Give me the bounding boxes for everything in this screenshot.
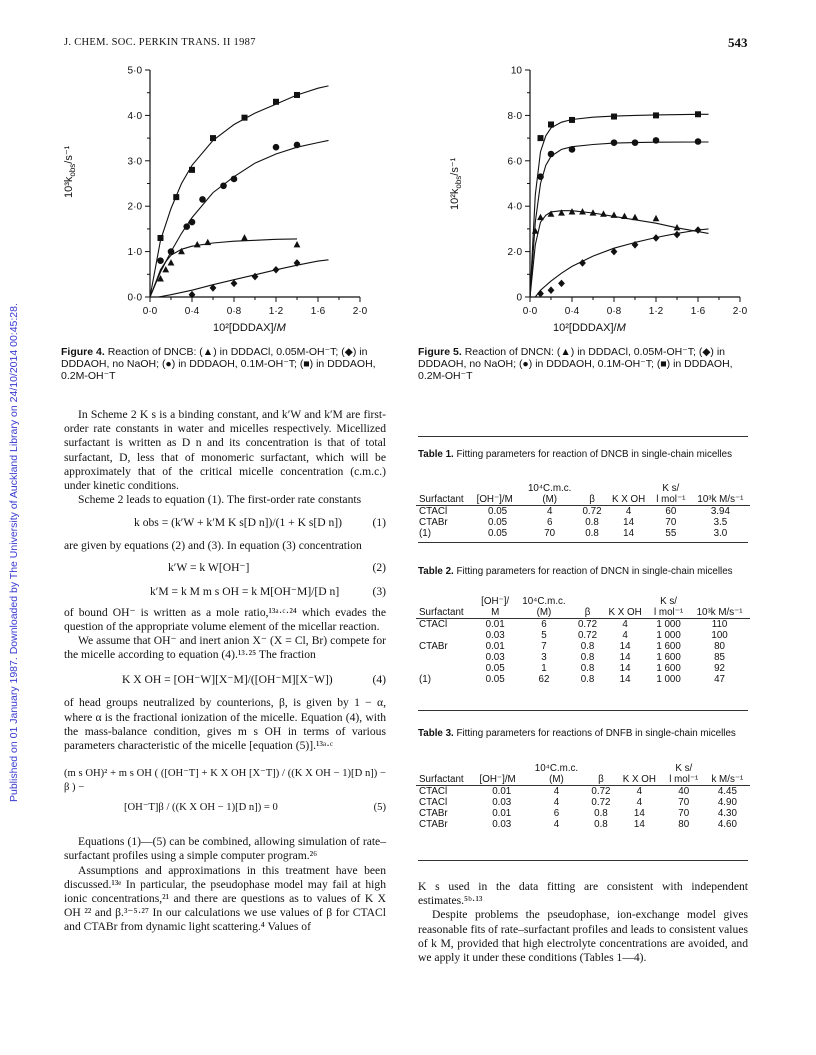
- page-number: 543: [728, 35, 748, 50]
- table2-cell: 62: [538, 674, 550, 685]
- table1-cell: 6: [546, 517, 553, 528]
- paragraph-7: Equations (1)—(5) can be combined, allowing simulation of rate–surfactant profiles using a simple computer program.²⁶: [64, 835, 386, 863]
- table2-caption-text: Fitting parameters for reaction of DNCN in single-chain micelles: [456, 566, 733, 577]
- equation-3: [64, 582, 386, 606]
- equation-3-body: k′M = k M m s OH = k M[OH⁻M]/[D n]: [150, 584, 340, 598]
- running-header: J. CHEM. SOC. PERKIN TRANS. II 1987: [64, 37, 256, 48]
- x-tick-label: 2·0: [732, 306, 748, 317]
- square-point: [538, 135, 544, 141]
- table2-cell: 0.01: [485, 619, 505, 630]
- y-tick-label: 4·0: [127, 110, 142, 122]
- table3-cell: 0.01: [492, 808, 512, 819]
- table3-caption-text: Fitting parameters for reactions of DNFB in single-chain micelles: [456, 728, 736, 739]
- table3-h2-c5: l mol⁻¹: [669, 774, 699, 785]
- figure4-chart: [80, 55, 380, 340]
- table3-head2: [416, 774, 750, 786]
- triangle-point: [204, 239, 211, 245]
- table3-h1-c1: [477, 763, 527, 774]
- table2-cell: 1 000: [656, 674, 681, 685]
- table3-h2-c6: k M/s⁻¹: [711, 774, 744, 785]
- figure5-xlabel: 10²[DDDAX]/M: [553, 322, 626, 334]
- y-tick-label: 5·0: [127, 65, 142, 77]
- table1-row: [416, 517, 750, 528]
- table2-h1-c6: [689, 596, 750, 607]
- table3-row: [416, 797, 750, 808]
- right-paragraph-1: K s used in the data fitting are consistent with independent estimates.⁵ᵇ·¹³: [418, 880, 748, 908]
- table2-cell: 1 000: [656, 619, 681, 630]
- table1-caption: [418, 449, 748, 461]
- table2-h1-c2: 10⁴C.m.c.: [522, 596, 566, 607]
- table3-h1-c4: [616, 763, 663, 774]
- triangle-point: [600, 210, 607, 216]
- x-tick-label: 2·0: [352, 306, 368, 317]
- y-tick-label: 3·0: [127, 156, 142, 168]
- table3-cell: 80: [678, 819, 690, 830]
- table3-cell: CTABr: [419, 808, 448, 819]
- table2-cell: 0.8: [580, 663, 595, 674]
- table2-cell: 4: [622, 619, 628, 630]
- table2-cell: 0.03: [485, 652, 505, 663]
- table1: [416, 483, 750, 539]
- table2-cell: [416, 652, 475, 663]
- diamond-point: [273, 266, 280, 274]
- table2-h2-c3: β: [584, 607, 591, 618]
- table2-cell: 110: [711, 619, 728, 630]
- figure4-xlabel: 10²[DDDAX]/M: [213, 322, 286, 334]
- y-tick-label: 2·0: [507, 247, 522, 259]
- equation-2-number: (2): [372, 560, 386, 574]
- table3-row: [416, 786, 750, 798]
- table1-head2: [416, 494, 750, 506]
- table2-cell: 1 600: [656, 663, 681, 674]
- circle-point: [273, 144, 280, 151]
- table2-cell: 6: [541, 619, 547, 630]
- table2-cell: [416, 630, 475, 641]
- y-tick-label: 0: [516, 292, 522, 304]
- table2-h2-c6: 10³k M/s⁻¹: [696, 607, 743, 618]
- table2-cell: 1 600: [656, 641, 681, 652]
- table3-h1-c3: [586, 763, 616, 774]
- equation-1: [64, 513, 386, 539]
- table3-cell: 14: [633, 808, 645, 819]
- circle-point: [632, 139, 639, 146]
- table3-cell: 0.8: [594, 808, 608, 819]
- table3-cell: 6: [553, 808, 560, 819]
- square-point: [242, 115, 248, 121]
- table3-h1-c5: K s/: [675, 763, 693, 774]
- table2-caption: [418, 566, 748, 578]
- table2-h1-c0: [416, 596, 475, 607]
- circle-point: [157, 257, 164, 264]
- table2-h2-c4: K X OH: [608, 607, 642, 618]
- circle-point: [199, 196, 206, 203]
- circle-point: [231, 176, 238, 183]
- table3-cell: 4: [636, 797, 643, 808]
- equation-1-number: (1): [372, 516, 386, 530]
- x-tick-label: 0·8: [226, 306, 242, 317]
- table2-cell: 85: [714, 652, 726, 663]
- square-point: [210, 135, 216, 141]
- table1-row: [416, 528, 750, 539]
- circle-point: [189, 219, 196, 226]
- table2-cell: (1): [419, 674, 431, 685]
- table1-cell: 55: [665, 528, 677, 539]
- equation-4: [64, 668, 386, 696]
- table3-caption: [418, 728, 748, 740]
- table2-h1-c5: K s/: [660, 596, 678, 607]
- table1-bottom-rule: [418, 542, 748, 543]
- triangle-point: [532, 227, 539, 233]
- y-tick-label: 4·0: [507, 201, 522, 213]
- paragraph-2: Scheme 2 leads to equation (1). The first-order rate constants: [78, 493, 362, 507]
- y-tick-label: 8·0: [507, 110, 522, 122]
- table1-h1-c4: [606, 483, 651, 494]
- table2-row: [416, 619, 750, 631]
- table2-cell: 3: [541, 652, 547, 663]
- x-tick-label: 0·0: [142, 306, 158, 317]
- table3-h2-c2: (M): [549, 774, 564, 785]
- table3-row: [416, 819, 750, 830]
- table3-h1-c2: 10⁴C.m.c.: [534, 763, 579, 774]
- y-tick-label: 10: [510, 65, 522, 77]
- table2-row: [416, 652, 750, 663]
- table1-cell: 4: [625, 506, 632, 517]
- paragraph-8: Assumptions and approximations in this treatment have been discussed.¹³ᵉ In particular, the pseudophase model may fail at high ionic concentrations,²¹ and there are questions as to values of K X OH ²² and β.³⁻⁵·²⁷ In our calculations we use values of β for CTACl and CTABr from dynamic light scattering.⁴ Values of: [64, 863, 386, 934]
- table1-h2-c3: β: [589, 494, 595, 505]
- table2-h1-c1: [OH⁻]/: [481, 596, 510, 607]
- table2-cell: 47: [714, 674, 726, 685]
- circle-point: [220, 182, 227, 189]
- circle-point: [569, 146, 576, 153]
- equation-4-number: (4): [372, 673, 386, 687]
- equation-2: [64, 558, 386, 582]
- square-point: [173, 194, 179, 200]
- table2-cell: 14: [619, 652, 631, 663]
- circle-point: [537, 173, 544, 180]
- table2-cell: 1: [541, 663, 547, 674]
- table1-top-rule: [418, 436, 748, 437]
- equation-5-line1: (m s OH)² + m s OH ( ([OH⁻T] + K X OH [X⁻T]) / ((K X OH − 1)[D n]) − β ) −: [64, 768, 386, 794]
- table1-h2-c6: 10³k M/s⁻¹: [697, 494, 744, 505]
- square-point: [548, 121, 554, 127]
- x-tick-label: 1·2: [648, 306, 664, 317]
- circle-point: [548, 151, 555, 158]
- figure4-caption: [61, 346, 386, 382]
- table2-head2: [416, 607, 750, 619]
- table1-cell: CTABr: [419, 517, 448, 528]
- right-paragraph-2: Despite problems the pseudophase, ion-exchange model gives reasonable fits of rate–surfactant profiles and leads to consistent values of k M, provided that high electrolyte concentrations are avoided, and we apply it under these conditions (Tables 1—4).: [418, 908, 748, 965]
- equation-1-body: k obs = (k′W + k′M K s[D n])/(1 + K s[D n]): [134, 516, 343, 530]
- table3-cell: CTACl: [419, 786, 448, 797]
- table2-cell: 14: [619, 674, 631, 685]
- paragraph-4: of bound OH⁻ is written as a mole ratio,¹³ᵃ·ᶜ·²⁴ which evades the question of the appropriate volume element of the micellar reaction.: [64, 605, 386, 633]
- table2-cell: 0.03: [485, 630, 505, 641]
- table3-cell: 70: [678, 797, 690, 808]
- paragraph-3: are given by equations (2) and (3). In equation (3) concentration: [64, 539, 362, 553]
- table2-h1-c4: [602, 596, 648, 607]
- table1-cell: 70: [665, 517, 677, 528]
- equation-5: [64, 759, 386, 835]
- table2-cell: CTACl: [419, 619, 448, 630]
- figure5-ylabel: $10^2k_{obs}/s^{-1}$: [449, 157, 464, 210]
- figure4-caption-text: Reaction of DNCB: (▲) in DDDACl, 0.05M-OH⁻T; (◆) in DDDAOH, no NaOH; (●) in DDDAOH, 0.1M-OH⁻T; (■) in DDDAOH, 0.2M-OH⁻T: [61, 346, 376, 382]
- table1-h2-c1: [OH⁻]/M: [476, 494, 513, 505]
- table3-h2-c0: Surfactant: [419, 774, 464, 785]
- table3-cell: 4.60: [717, 819, 737, 830]
- table1-h1-c1: [474, 483, 522, 494]
- square-point: [158, 235, 164, 241]
- table1-cell: 3.5: [713, 517, 728, 528]
- table3-label: Table 3.: [418, 728, 454, 739]
- table3-cell: 40: [678, 786, 690, 797]
- table2-cell: 92: [714, 663, 726, 674]
- table2-row: [416, 630, 750, 641]
- table2-cell: 0.8: [580, 641, 595, 652]
- triangle-point: [537, 214, 544, 220]
- table2-row: [416, 641, 750, 652]
- table2: [416, 596, 750, 685]
- triangle-fit-line: [530, 211, 709, 297]
- table2-h2-c1: M: [491, 607, 500, 618]
- square-point: [653, 112, 659, 118]
- table2-cell: 4: [622, 630, 628, 641]
- table1-cell: CTACl: [419, 506, 448, 517]
- y-tick-label: 1·0: [127, 247, 142, 259]
- table2-cell: 5: [541, 630, 547, 641]
- diamond-point: [695, 226, 702, 234]
- x-tick-label: 1·2: [268, 306, 284, 317]
- equation-2-body: k′W = k W[OH⁻]: [168, 560, 250, 574]
- figure4-caption-label: Figure 4.: [61, 346, 105, 358]
- table1-cell: 4: [546, 506, 553, 517]
- table2-row: [416, 663, 750, 674]
- y-tick-label: 2·0: [127, 201, 142, 213]
- table1-row: [416, 506, 750, 518]
- triangle-point: [632, 214, 639, 220]
- table2-h2-c0: Surfactant: [419, 607, 464, 618]
- table1-cell: 70: [544, 528, 556, 539]
- table1-cell: 14: [623, 528, 635, 539]
- table3-head1: [416, 763, 750, 774]
- table3-cell: 4.30: [717, 808, 737, 819]
- table2-cell: 0.05: [485, 674, 505, 685]
- download-note: Published on 01 January 1987. Downloaded by The University of Auckland Library on 24/10/2014 00:45:28.: [8, 303, 20, 802]
- equation-3-number: (3): [372, 584, 386, 598]
- table2-cell: 100: [711, 630, 728, 641]
- figure5-chart: [460, 55, 760, 340]
- table3-h1-c0: [416, 763, 477, 774]
- x-tick-label: 0·4: [184, 306, 200, 317]
- figure5-caption-text: Reaction of DNCN: (▲) in DDDACl, 0.05M-OH⁻T; (◆) in DDDAOH, no NaOH; (●) in DDDAOH, 0.1M-OH⁻T; (■) in DDDAOH, 0.2M-OH⁻T: [418, 346, 733, 382]
- table2-cell: 0.72: [577, 619, 598, 630]
- table2-bottom-rule: [418, 710, 748, 711]
- table1-cell: (1): [419, 528, 431, 539]
- table1-head1: [416, 483, 750, 494]
- triangle-point: [241, 234, 248, 240]
- triangle-point: [194, 241, 201, 247]
- circle-point: [183, 223, 190, 230]
- equation-5-number: (5): [373, 802, 386, 814]
- table3-cell: 4.90: [717, 797, 737, 808]
- table1-label: Table 1.: [418, 449, 454, 460]
- table3-cell: 0.01: [492, 786, 512, 797]
- table1-h2-c4: K X OH: [611, 494, 646, 505]
- equation-4-body: K X OH = [OH⁻W][X⁻M]/([OH⁻M][X⁻W]): [122, 673, 333, 687]
- table1-cell: 60: [665, 506, 677, 517]
- table3-cell: 0.72: [591, 797, 611, 808]
- y-tick-label: 6·0: [507, 156, 522, 168]
- diamond-point: [548, 286, 555, 294]
- table3-cell: 4.45: [717, 786, 737, 797]
- square-point: [569, 117, 575, 123]
- table3-h2-c3: β: [598, 774, 604, 785]
- table1-cell: 0.8: [585, 528, 599, 539]
- table2-label: Table 2.: [418, 566, 454, 577]
- diamond-point: [674, 231, 681, 239]
- table3: [416, 763, 750, 830]
- table3-cell: 0.72: [591, 786, 611, 797]
- table1-h1-c3: [578, 483, 607, 494]
- table2-h2-c2: (M): [536, 607, 552, 618]
- table2-cell: [416, 663, 475, 674]
- figure5-caption-label: Figure 5.: [418, 346, 462, 358]
- triangle-point: [653, 215, 660, 221]
- table3-cell: 0.03: [492, 797, 512, 808]
- table1-cell: 0.72: [582, 506, 602, 517]
- diamond-point: [537, 290, 544, 298]
- table1-h2-c2: (M): [542, 494, 558, 505]
- table2-cell: 14: [619, 663, 631, 674]
- table3-cell: 4: [636, 786, 643, 797]
- table2-cell: 0.72: [577, 630, 598, 641]
- table2-head1: [416, 596, 750, 607]
- diamond-fit-line: [158, 260, 328, 297]
- table3-cell: 4: [553, 819, 560, 830]
- table1-caption-text: Fitting parameters for reaction of DNCB in single-chain micelles: [456, 449, 733, 460]
- triangle-point: [168, 259, 175, 265]
- table1-cell: 3.94: [710, 506, 730, 517]
- table1-h2-c5: l mol⁻¹: [656, 494, 686, 505]
- table1-h2-c0: Surfactant: [419, 494, 464, 505]
- circle-fit-line: [530, 142, 709, 297]
- table1-cell: 0.05: [488, 506, 508, 517]
- figure5-caption: [418, 346, 748, 382]
- table2-cell: 80: [714, 641, 726, 652]
- table1-h1-c5: K s/: [662, 483, 680, 494]
- paragraph-1: In Scheme 2 K s is a binding constant, and k′W and k′M are first-order rate constants in water and micelles respectively. Micellized surfactant is written as D n and its concentration is that of total surfactant, D, less that of monomeric surfactant, which will be approximately that of the critical micelle concentration (c.m.c.) under kinetic conditions.: [64, 408, 386, 493]
- table2-h1-c3: [573, 596, 602, 607]
- x-tick-label: 0·8: [606, 306, 622, 317]
- table3-cell: CTACl: [419, 797, 448, 808]
- table1-h1-c6: [691, 483, 750, 494]
- table1-cell: 0.05: [488, 517, 508, 528]
- table2-cell: 0.01: [485, 641, 505, 652]
- table3-h2-c1: [OH⁻]/M: [479, 774, 516, 785]
- table2-cell: 0.8: [580, 652, 595, 663]
- table3-h2-c4: K X OH: [622, 774, 656, 785]
- square-fit-line: [150, 86, 329, 297]
- x-tick-label: 0·4: [564, 306, 580, 317]
- table2-cell: 0.8: [580, 674, 595, 685]
- square-point: [294, 92, 300, 98]
- square-point: [189, 167, 195, 173]
- right-column: [418, 880, 748, 965]
- table3-cell: 70: [678, 808, 690, 819]
- table2-cell: 1 600: [656, 652, 681, 663]
- circle-fit-line: [150, 140, 329, 297]
- y-tick-label: 0·0: [127, 292, 142, 304]
- x-tick-label: 0·0: [522, 306, 538, 317]
- left-column: [64, 408, 386, 935]
- circle-point: [294, 142, 301, 149]
- paragraph-6: of head groups neutralized by counterions, β, is given by 1 − α, where α is the fractional ionization of the micelle. Equation (4), with the mass-balance condition, gives m s OH in terms of various parameters characteristic of the micelle [equation (5)].¹³ᵃ·ᶜ: [64, 696, 386, 753]
- table2-row: [416, 674, 750, 685]
- table2-cell: 14: [619, 641, 631, 652]
- square-point: [273, 99, 279, 105]
- triangle-point: [611, 211, 618, 217]
- table2-h2-c5: l mol⁻¹: [654, 607, 684, 618]
- table3-bottom-rule: [418, 860, 748, 861]
- square-point: [695, 111, 701, 117]
- table1-cell: 0.05: [488, 528, 508, 539]
- circle-point: [653, 137, 660, 144]
- triangle-point: [294, 241, 301, 247]
- table1-cell: 0.8: [585, 517, 599, 528]
- diamond-point: [653, 234, 660, 242]
- table1-h1-c2: 10⁴C.m.c.: [527, 483, 572, 494]
- square-point: [611, 114, 617, 120]
- table3-row: [416, 808, 750, 819]
- table2-cell: CTABr: [419, 641, 448, 652]
- table1-cell: 14: [623, 517, 635, 528]
- triangle-point: [621, 213, 628, 219]
- circle-point: [611, 139, 618, 146]
- table2-cell: 1 000: [656, 630, 681, 641]
- x-tick-label: 1·6: [310, 306, 326, 317]
- table3-cell: 0.03: [492, 819, 512, 830]
- paragraph-5: We assume that OH⁻ and inert anion X⁻ (X = Cl, Br) compete for the micelle according to equation (4).¹³·²⁵ The fraction: [64, 634, 386, 662]
- table3-cell: CTABr: [419, 819, 448, 830]
- table3-cell: 14: [633, 819, 645, 830]
- diamond-point: [558, 280, 565, 288]
- x-tick-label: 1·6: [690, 306, 706, 317]
- table3-h1-c6: [705, 763, 750, 774]
- table2-cell: 0.05: [485, 663, 505, 674]
- table1-h1-c0: [416, 483, 474, 494]
- circle-point: [695, 138, 702, 145]
- table2-cell: 7: [541, 641, 547, 652]
- table3-cell: 4: [553, 797, 560, 808]
- table3-cell: 4: [553, 786, 560, 797]
- table3-cell: 0.8: [594, 819, 608, 830]
- table1-cell: 3.0: [713, 528, 728, 539]
- equation-5-line2: [OH⁻T]β / ((K X OH − 1)[D n]) = 0: [124, 802, 278, 814]
- figure4-ylabel: $10^3k_{obs}/s^{-1}$: [63, 145, 78, 198]
